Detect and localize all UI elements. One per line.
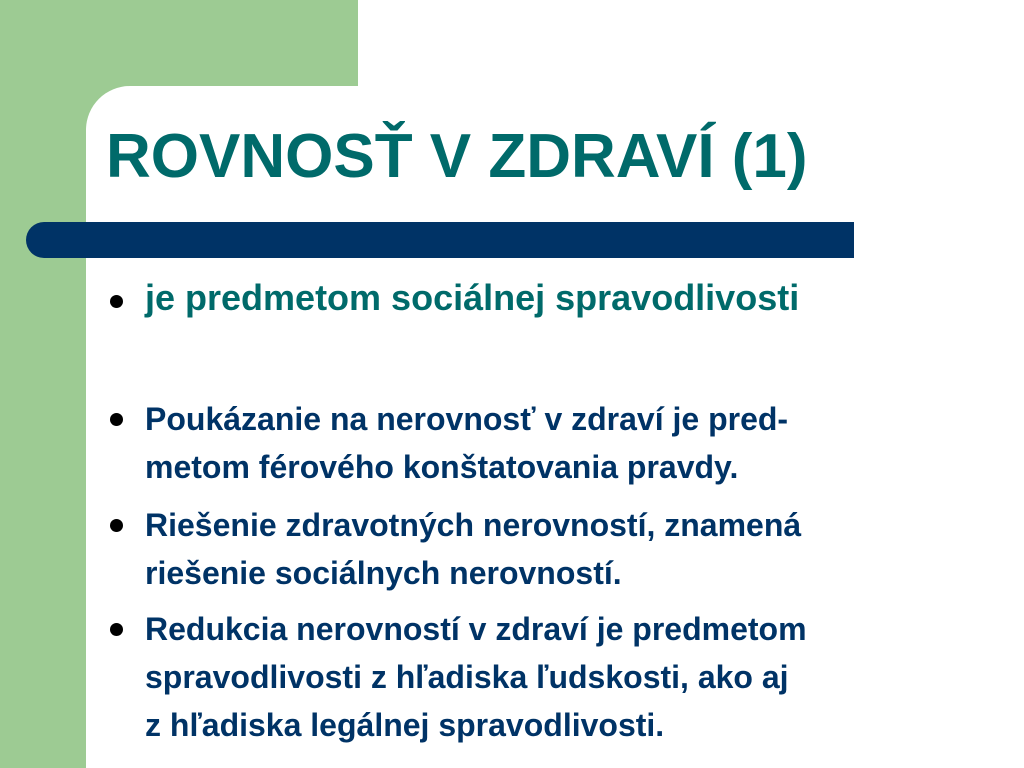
bullet-dot-icon	[110, 413, 123, 426]
slide-title: ROVNOSŤ V ZDRAVÍ (1)	[106, 122, 808, 191]
bullet-dot-icon	[110, 295, 123, 308]
bullet-text: Riešenie zdravotných nerovností, znamená riešenie sociálnych nerovností.	[145, 507, 802, 591]
bullet-text: je predmetom sociálnej spravodlivosti	[145, 277, 800, 318]
bullet-dot-icon	[110, 623, 123, 636]
title-underline-bar	[26, 222, 854, 258]
bullet-dot-icon	[110, 519, 123, 532]
bullet-text: Redukcia nerovností v zdraví je predmetom spravodlivosti z hľadiska ľudskosti, ako aj z hľadiska legálnej spravodlivosti.	[145, 611, 807, 743]
bullet-text: Poukázanie na nerovnosť v zdraví je pred- metom férového konštatovania pravdy.	[145, 401, 789, 485]
